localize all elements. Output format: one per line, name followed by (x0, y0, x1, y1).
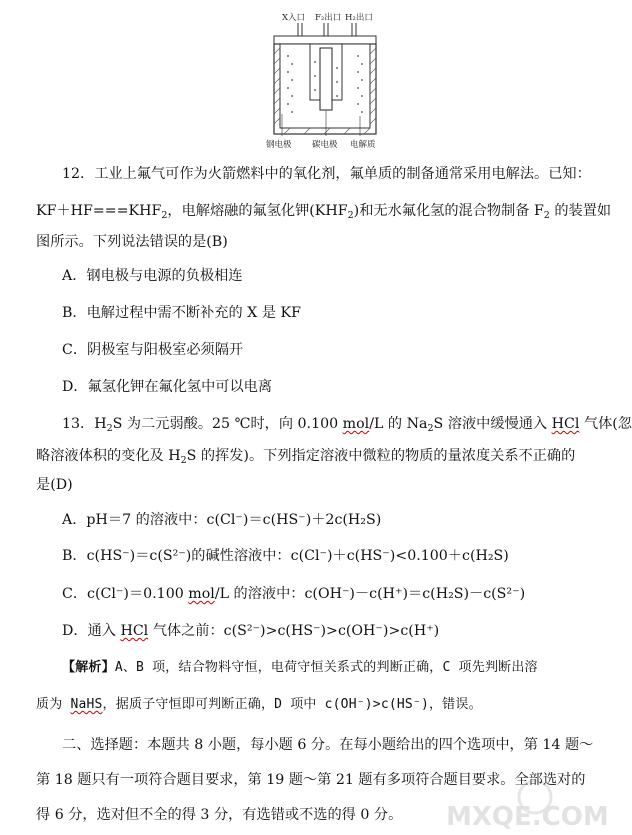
label-carbon-electrode: 碳电极 (312, 140, 338, 150)
q13-stem-line2: 略溶液体积的变化及 $H_2S$ 的挥发)。下列指定溶液中微粒的物质的量浓度关系不正确的 (36, 448, 576, 466)
apparatus-diagram (260, 4, 390, 150)
label-h2-outlet: H₂出口 (345, 13, 373, 23)
q13-option-b: B．c(HS⁻)＝c(S²⁻)的碱性溶液中：c(Cl⁻)＋c(HS⁻)<0.100＋c(H₂S) (62, 548, 509, 564)
section2-line2: 第 18 题只有一项符合题目要求，第 19 题～第 21 题有多项符合题目要求。全部选对的 (36, 772, 586, 788)
q13-stem-line1: 13．$H_2S$ 为二元弱酸。25 ℃时，向 0.100 mol/L 的 $Na_2S$ 溶液中缓慢通入 HCl 气体(忽 (62, 416, 632, 434)
q12-stem-line2: $KF+HF===KHF_2$，电解熔融的氟氢化钾$(KHF_2)$和无水氟化氢的混合物制备 $F_2$ 的装置如 (36, 203, 612, 221)
q12-stem-line1: 12．工业上氟气可作为火箭燃料中的氧化剂，氟单质的制备通常采用电解法。已知： (62, 166, 591, 182)
q12-option-a: A．钢电极与电源的负极相连 (62, 268, 243, 284)
analysis-line2: 质为 NaHS，据质子守恒即可判断正确，D 项中 c(OH⁻)>c(HS⁻)，错误。 (36, 697, 482, 712)
q12-option-c: C．阴极室与阳极室必须隔开 (62, 342, 244, 358)
analysis-line1: 【解析】A、B 项，结合物料守恒，电荷守恒关系式的判断正确，C 项先判断出溶 (62, 660, 538, 675)
q13-stem-line3: 是(D) (36, 477, 73, 493)
q13-option-d: D．通入 HCl 气体之前：c(S²⁻)>c(HS⁻)>c(OH⁻)>c(H⁺) (62, 623, 440, 639)
section2-line1: 二、选择题：本题共 8 小题，每小题 6 分。在每小题给出的四个选项中，第 14 题～ (62, 737, 594, 753)
label-electrolyte: 电解质 (350, 140, 376, 150)
label-x-inlet: X入口 (282, 13, 306, 23)
watermark-logo (440, 779, 610, 831)
label-f2-outlet: F₂出口 (315, 13, 342, 23)
electrolysis-apparatus-figure (260, 4, 390, 150)
q12-option-b: B．电解过程中需不断补充的 X 是 KF (62, 305, 301, 321)
label-steel-electrode: 钢电极 (266, 140, 292, 150)
analysis-tag: 【解析】 (62, 660, 115, 675)
section2-line3: 得 6 分，选对但不全的得 3 分，有选错或不选的得 0 分。 (36, 807, 403, 823)
watermark-text: MXQE.COM (446, 802, 609, 832)
q13-option-c: C．c(Cl⁻)＝0.100 mol/L 的溶液中：c(OH⁻)－c(H⁺)＝c(H₂S)－c(S²⁻) (62, 586, 526, 602)
q12-stem-line3: 图所示。下列说法错误的是(B) (36, 234, 228, 250)
q13-option-a: A．pH＝7 的溶液中：c(Cl⁻)＝c(HS⁻)＋2c(H₂S) (62, 512, 382, 528)
q12-option-d: D．氟氢化钾在氟化氢中可以电离 (62, 379, 273, 395)
